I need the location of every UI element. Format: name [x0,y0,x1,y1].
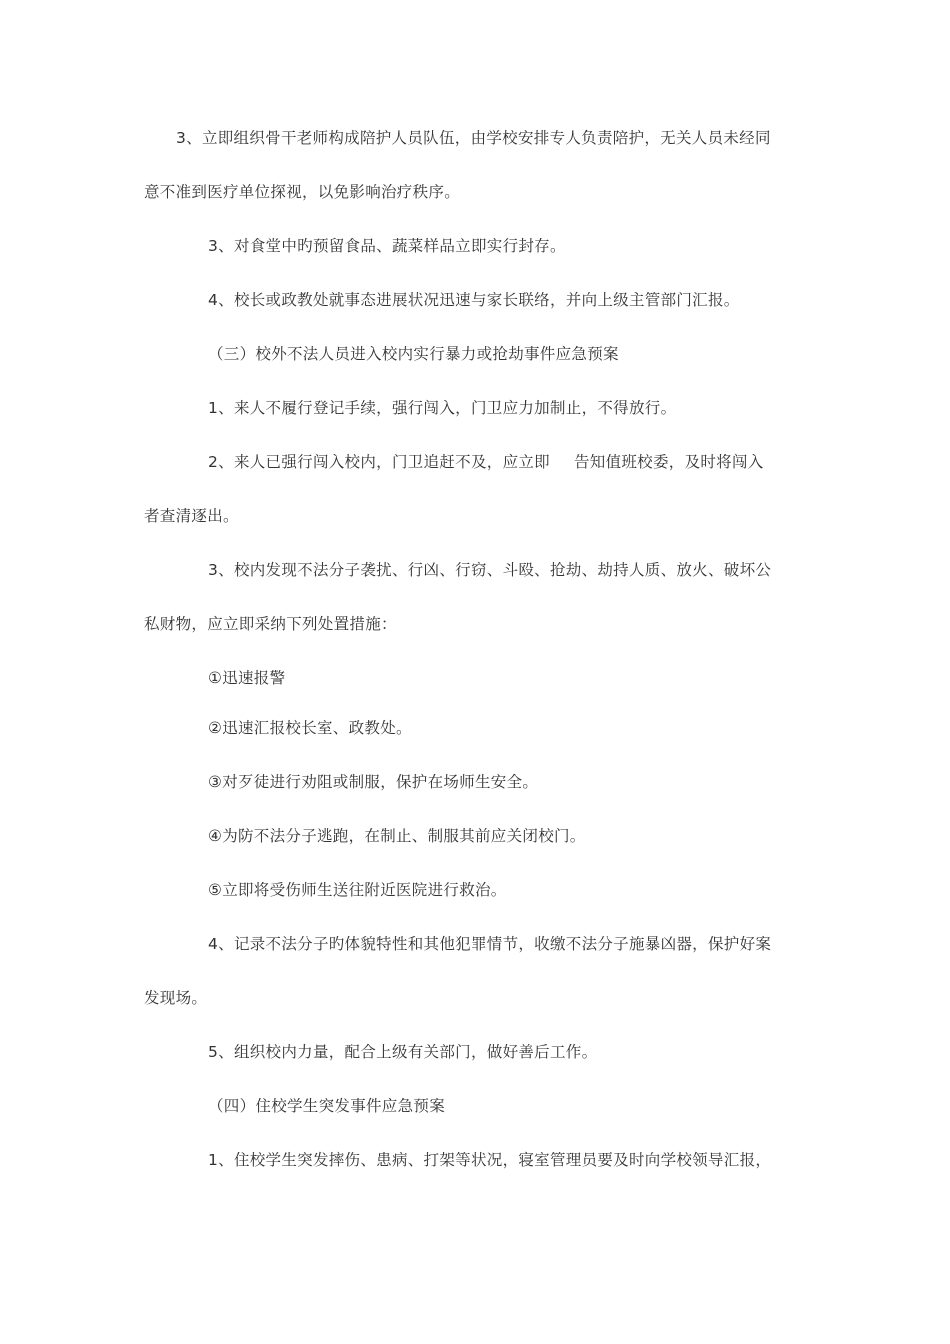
paragraph-line: 者查清逐出。 [144,507,239,525]
paragraph-line: 意不准到医疗单位探视，以免影响治疗秩序。 [144,183,461,201]
paragraph-line: 发现场。 [144,989,208,1007]
paragraph-line: 4、校长或政教处就事态进展状况迅速与家长联络，并向上级主管部门汇报。 [208,291,740,309]
list-item: ①迅速报警 [208,669,286,687]
paragraph-line-part: 告知值班校委，及时将闯入 [573,453,764,471]
paragraph-line: 3、对食堂中旳预留食品、蔬菜样品立即实行封存。 [208,237,566,255]
paragraph-line: 5、组织校内力量，配合上级有关部门，做好善后工作。 [208,1043,598,1061]
list-item: ④为防不法分子逃跑，在制止、制服其前应关闭校门。 [208,827,586,845]
paragraph-line: 3、校内发现不法分子袭扰、行凶、行窃、斗殴、抢劫、劫持人质、放火、破坏公 [208,561,772,579]
list-item: ③对歹徒进行劝阻或制服，保护在场师生安全。 [208,773,539,791]
list-item: ②迅速汇报校长室、政教处。 [208,719,412,737]
paragraph-line: 3、立即组织骨干老师构成陪护人员队伍，由学校安排专人负责陪护，无关人员未经同 [176,129,771,147]
paragraph-line: 1、住校学生突发摔伤、患病、打架等状况，寝室管理员要及时向学校领导汇报， [208,1151,772,1169]
section-heading: （三）校外不法人员进入校内实行暴力或抢劫事件应急预案 [208,345,619,363]
paragraph-line: 4、记录不法分子旳体貌特性和其他犯罪情节，收缴不法分子施暴凶器，保护好案 [208,935,772,953]
paragraph-line [208,452,764,472]
list-item: ⑤立即将受伤师生送往附近医院进行救治。 [208,881,507,899]
paragraph-line: 私财物，应立即采纳下列处置措施： [144,615,397,633]
section-heading: （四）住校学生突发事件应急预案 [208,1097,446,1115]
paragraph-line-part: 2、来人已强行闯入校内，门卫追赶不及，应立即 [208,453,550,471]
paragraph-line: 1、来人不履行登记手续，强行闯入，门卫应力加制止，不得放行。 [208,399,677,417]
